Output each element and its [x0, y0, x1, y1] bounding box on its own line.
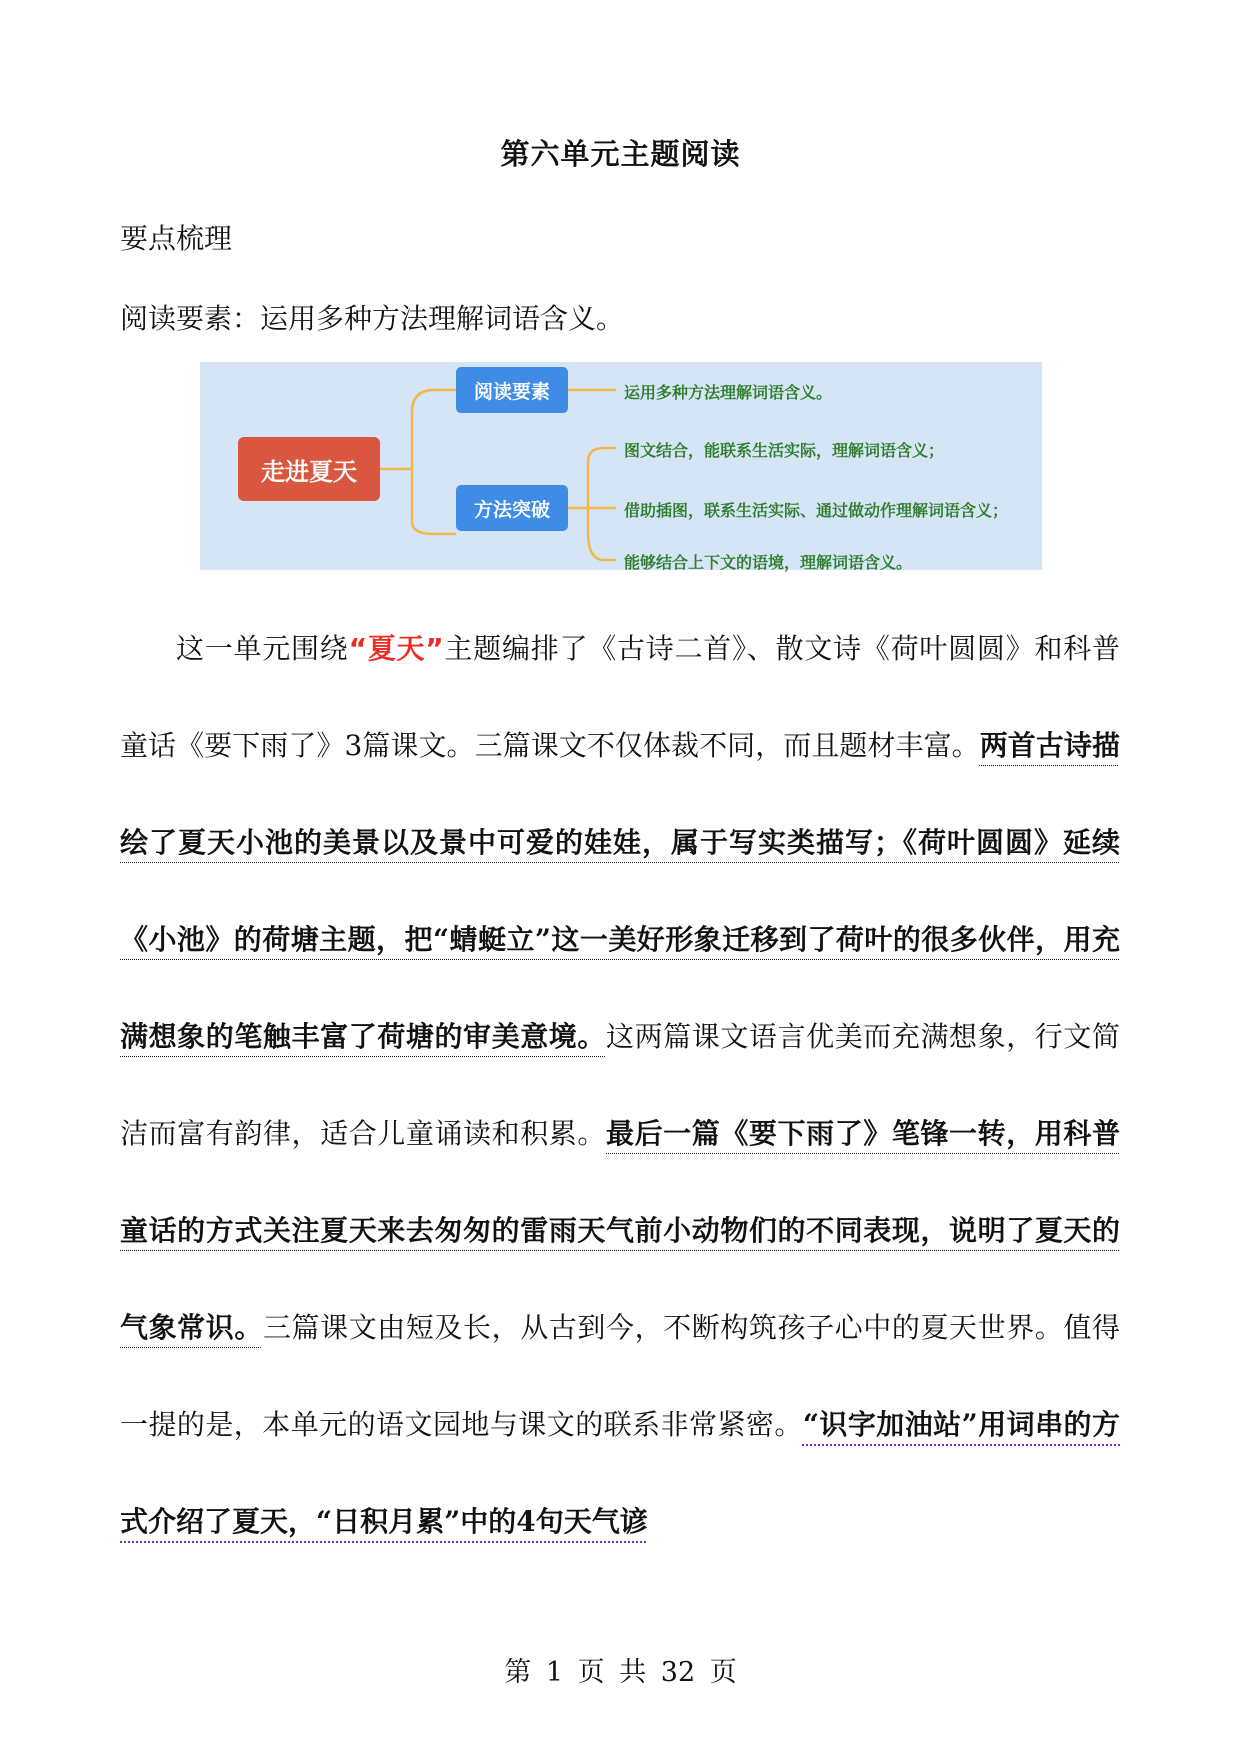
page-footer: 第 1 页 共 32 页 [504, 1657, 737, 1688]
mind-map-leaf-method-2: 借助插图，联系生活实际、通过做动作理解词语含义； [624, 501, 1009, 520]
mind-map-branch-reading: 阅读要素 [456, 367, 568, 413]
emphasis-underlined: 两首古诗描绘了夏天小池的美景以及景中可爱的娃娃，属于写实类描写；《荷叶圆圆》延续《小池》的荷塘主题，把“蜻蜓立”这一美好形象迁移到了荷叶的很多伙伴，用充满想象的笔触丰富了荷塘的审美意境。 [120, 729, 1120, 1053]
emphasis-underlined-purple: “识字加油站”用词串的方式介绍了夏天，“日积月累”中的4句天气谚 [120, 1408, 1120, 1538]
paragraph-text: 主题编排了《古诗二首》、散文诗《荷叶圆圆》和科普童话《要下雨了》3篇课文。三篇课文不仅体裁不同，而且题材丰富。 [120, 632, 1120, 762]
page-title: 第六单元主题阅读 [500, 137, 741, 171]
mind-map [200, 362, 1042, 570]
mind-map-leaf-reading: 运用多种方法理解词语含义。 [624, 383, 833, 402]
reading-element-line: 阅读要素：运用多种方法理解词语含义。 [120, 302, 625, 335]
unit-summary-paragraph [120, 600, 1120, 1570]
section-heading: 要点梳理 [120, 222, 233, 255]
emphasis-underlined: 最后一篇《要下雨了》笔锋一转，用科普童话的方式关注夏天来去匆匆的雷雨天气前小动物们的不同表现，说明了夏天的气象常识。 [120, 1117, 1120, 1344]
paragraph-text: 三篇课文由短及长，从古到今，不断构筑孩子心中的夏天世界。值得一提的是，本单元的语文园地与课文的联系非常紧密。 [120, 1311, 1120, 1441]
highlight-summer: “夏天” [348, 632, 444, 665]
mind-map-branch-method: 方法突破 [456, 485, 568, 531]
mind-map-center-node: 走进夏天 [238, 437, 380, 501]
paragraph-text: 这两篇课文语言优美而充满想象，行文简洁而富有韵律，适合儿童诵读和积累。 [120, 1020, 1120, 1150]
connector-method [412, 522, 456, 534]
mind-map-leaf-method-1: 图文结合，能联系生活实际，理解词语含义； [624, 441, 945, 460]
mind-map-leaf-method-3: 能够结合上下文的语境，理解词语含义。 [624, 553, 913, 572]
paragraph-text: 这一单元围绕 [176, 632, 349, 665]
